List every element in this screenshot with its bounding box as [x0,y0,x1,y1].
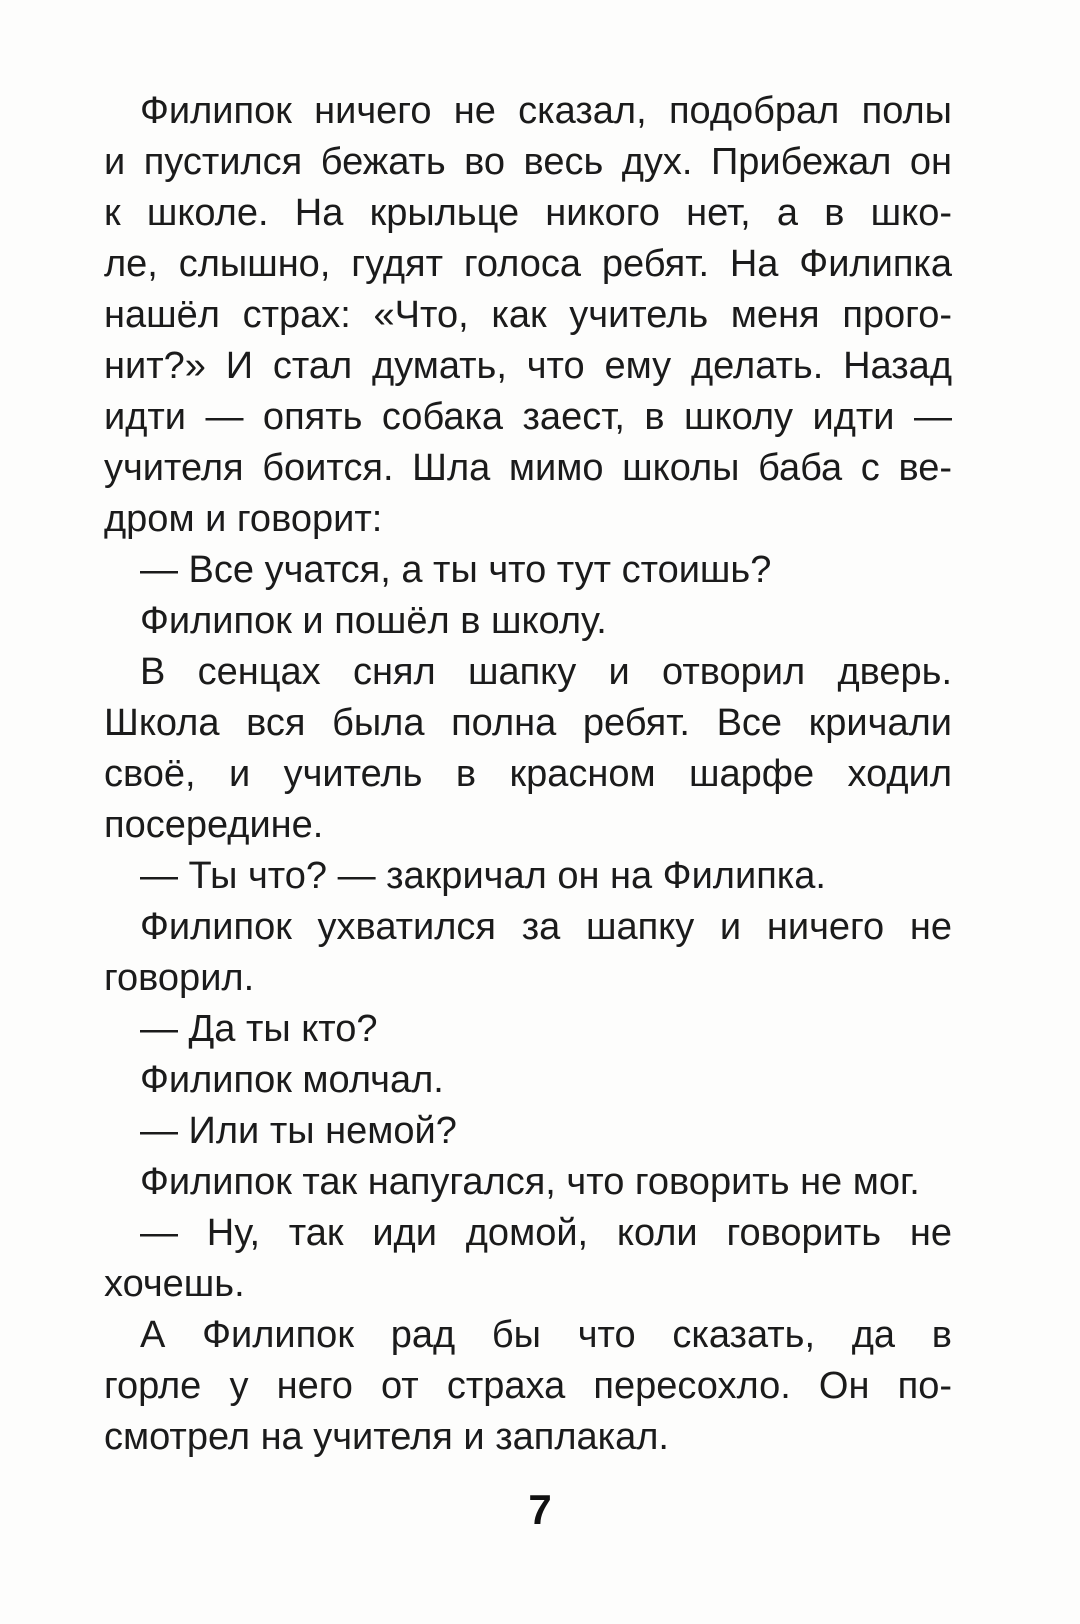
text-line: — Или ты немой? [140,1110,457,1152]
text-line: говорил. [104,957,255,999]
text-line: идти — опять собака заест, в школу идти — [104,396,952,438]
page-number: 7 [528,1486,552,1533]
text-line: и пустился бежать во весь дух. Прибежал он [104,141,952,183]
text-line: нит?» И стал думать, что ему делать. Назад [104,345,952,387]
text-line: смотрел на учителя и заплакал. [104,1416,669,1458]
text-line: — Ну, так иди домой, коли говорить не [140,1212,952,1254]
text-line: учителя боится. Шла мимо школы баба с ве- [104,447,952,489]
text-line: Филипок ничего не сказал, подобрал полы [140,90,952,132]
text-line: — Да ты кто? [140,1008,378,1050]
text-line: Филипок так напугался, что говорить не мог. [140,1161,920,1203]
text-line: нашёл страх: «Что, как учитель меня прого- [104,294,952,336]
text-line: Филипок ухватился за шапку и ничего не [140,906,952,948]
text-line: В сенцах снял шапку и отворил дверь. [140,651,952,693]
text-line: дром и говорит: [104,498,383,540]
text-line: посередине. [104,804,324,846]
text-line: — Ты что? — закричал он на Филипка. [140,855,826,897]
text-line: — Все учатся, а ты что тут стоишь? [140,549,772,591]
story-text [104,86,952,1463]
text-line: своё, и учитель в красном шарфе ходил [104,753,952,795]
text-line: к школе. На крыльце никого нет, а в шко- [104,192,952,234]
text-line: горле у него от страха пересохло. Он по- [104,1365,952,1407]
text-line: Школа вся была полна ребят. Все кричали [104,702,952,744]
text-line: Филипок молчал. [140,1059,444,1101]
text-line: ле, слышно, гудят голоса ребят. На Филипка [104,243,952,285]
text-line: Филипок и пошёл в школу. [140,600,607,642]
text-line: А Филипок рад бы что сказать, да в [140,1314,952,1356]
text-line: хочешь. [104,1263,245,1305]
